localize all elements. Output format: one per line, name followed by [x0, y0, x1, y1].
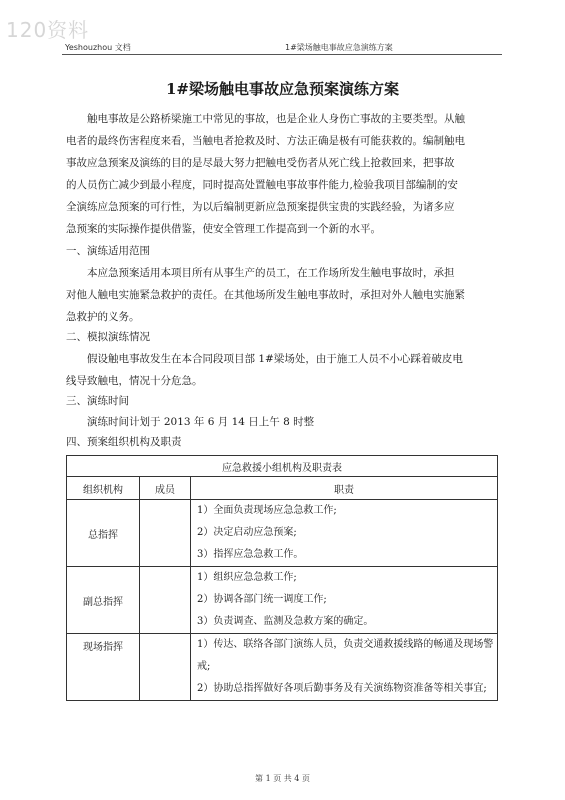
table-row [67, 634, 498, 701]
drill-time-text: 演练时间计划于 2013 年 6 月 14 日上午 8 时整 [87, 416, 315, 428]
intro-line: 的人员伤亡减少到最小程度，同时提高处置触电事故事件能力,检验我项目部编制的安 [66, 179, 458, 191]
duties-cell [191, 634, 498, 701]
section-4-heading: 四、预案组织机构及职责 [66, 436, 182, 448]
org-responsibility-table [66, 455, 498, 701]
section-2-heading: 二、模拟演练情况 [66, 331, 150, 343]
role-cell: 现场指挥 [67, 634, 140, 701]
table-caption: 应急救援小组机构及职责表 [67, 456, 498, 477]
header-doc-title: 1#梁场触电事故应急演练方案 [285, 43, 393, 52]
section-1-line: 急救护的义务。 [66, 311, 140, 323]
section-2-line: 假设触电事故发生在本合同段项目部 1#梁场处，由于施工人员不小心踩着破皮电 [87, 353, 463, 365]
intro-line: 触电事故是公路桥梁施工中常见的事故，也是企业人身伤亡事故的主要类型。从触 [87, 113, 465, 125]
table-row [67, 567, 498, 634]
intro-paragraph [66, 108, 500, 240]
duties-cell [191, 567, 498, 634]
section-1-line: 本应急预案适用本项目所有从事生产的员工，在工作场所发生触电事故时，承担 [87, 267, 455, 279]
table-row [67, 500, 498, 567]
intro-line: 事故应急预案及演练的目的是尽最大努力把触电受伤者从死亡线上抢救回来，把事故 [66, 157, 455, 169]
duty-item: 2）决定启动应急预案; [197, 527, 297, 538]
column-header-members: 成员 [140, 477, 191, 500]
duty-item: 2）协助总指挥做好各项后勤事务及有关演练物资准备等相关事宜; [197, 683, 487, 694]
section-2-body [66, 348, 500, 392]
header-source: Yeshouzhou 文档 [65, 43, 131, 52]
section-3-body [66, 411, 500, 433]
column-header-organization: 组织机构 [67, 477, 140, 500]
duties-cell [191, 500, 498, 567]
section-1-body [66, 262, 500, 328]
column-header-duties: 职责 [191, 477, 498, 500]
intro-line: 全演练应急预案的可行性，为以后编制更新应急预案提供宝贵的实践经验，为诸多应 [66, 201, 455, 213]
role-cell: 副总指挥 [67, 567, 140, 634]
duty-item: 1）组织应急急救工作; [197, 572, 297, 583]
role-cell: 总指挥 [67, 500, 140, 567]
section-1-heading: 一、演练适用范围 [66, 245, 150, 257]
page-number: 第 1 页 共 4 页 [255, 774, 310, 783]
duty-item: 1）全面负责现场应急急救工作; [197, 505, 337, 516]
section-2-line: 线导致触电，情况十分危急。 [66, 375, 203, 387]
member-cell [140, 567, 191, 634]
member-cell [140, 500, 191, 567]
intro-line: 电者的最终伤害程度来看，当触电者抢救及时、方法正确是极有可能获救的。编制触电 [66, 135, 465, 147]
document-title: 1#梁场触电事故应急预案演练方案 [165, 80, 399, 98]
section-1-line: 对他人触电实施紧急救护的责任。在其他场所发生触电事故时，承担对外人触电实施紧 [66, 289, 465, 301]
header-divider [62, 54, 502, 55]
member-cell [140, 634, 191, 701]
duty-item: 1）传达、联络各部门演练人员，负责交通救援线路的畅通及现场警戒; [197, 639, 494, 672]
duty-item: 2）协调各部门统一调度工作; [197, 594, 327, 605]
intro-line: 急预案的实际操作提供借鉴，使安全管理工作提高到一个新的水平。 [66, 223, 381, 235]
section-3-heading: 三、演练时间 [66, 395, 129, 407]
duty-item: 3）指挥应急急救工作。 [197, 549, 304, 560]
duty-item: 3）负责调查、监测及急救方案的确定。 [197, 616, 374, 627]
watermark: 120资料 [6, 18, 90, 42]
